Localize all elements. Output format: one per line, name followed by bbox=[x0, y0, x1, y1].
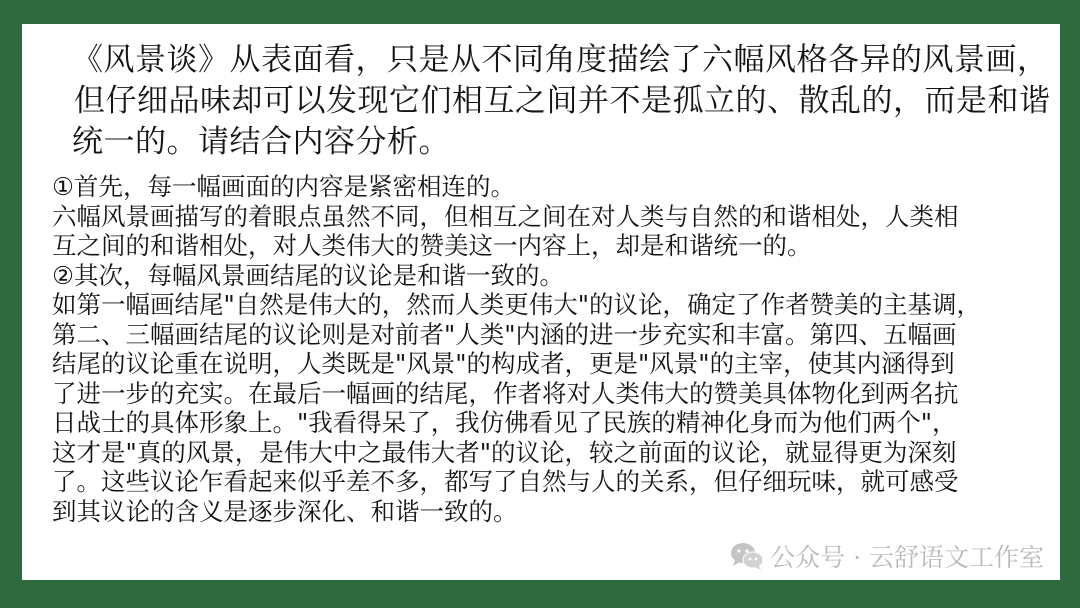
answer-line: ①首先，每一幅画面的内容是紧密相连的。 bbox=[52, 172, 515, 201]
footer-label: 公众号 · 云舒语文工作室 bbox=[770, 543, 1044, 572]
wechat-icon bbox=[730, 541, 764, 571]
answer-line: 第二、三幅画结尾的议论则是对前者"人类"内涵的进一步充实和丰富。第四、五幅画 bbox=[52, 319, 957, 349]
question-line: 统一的。请结合内容分析。 bbox=[72, 124, 450, 160]
footer-watermark bbox=[730, 538, 1044, 574]
slide-panel bbox=[22, 24, 1060, 580]
answer-line: 如第一幅画结尾"自然是伟大的，然而人类更伟大"的议论，确定了作者赞美的主基调， bbox=[52, 290, 982, 319]
question-text bbox=[72, 40, 1052, 163]
question-line: 但仔细品味却可以发现它们相互之间并不是孤立的、散乱的，而是和谐 bbox=[74, 83, 1051, 119]
answer-line: 日战士的具体形象上。"我看得呆了，我仿佛看见了民族的精神化身而为他们两个"， bbox=[52, 408, 957, 437]
answer-line: 结尾的议论重在说明，人类既是"风景"的构成者，更是"风景"的主宰，使其内涵得到 bbox=[52, 349, 955, 378]
answer-line: 这才是"真的风景，是伟大中之最伟大者"的议论，较之前面的议论，就显得更为深刻 bbox=[52, 437, 957, 467]
answer-line: 了进一步的充实。在最后一幅画的结尾，作者将对人类伟大的赞美具体物化到两名抗 bbox=[52, 378, 959, 408]
question-line: 《风景谈》从表面看，只是从不同角度描绘了六幅风格各异的风景画， bbox=[72, 42, 1049, 78]
answer-line: 六幅风景画描写的着眼点虽然不同，但相互之间在对人类与自然的和谐相处，人类相 bbox=[52, 201, 959, 231]
answer-line: ②其次，每幅风景画结尾的议论是和谐一致的。 bbox=[52, 260, 564, 290]
answer-line: 互之间的和谐相处，对人类伟大的赞美这一内容上，却是和谐统一的。 bbox=[52, 231, 812, 260]
answer-line: 到其议论的含义是逐步深化、和谐一致的。 bbox=[52, 496, 518, 526]
answer-text bbox=[52, 172, 1060, 526]
answer-line: 了。这些议论乍看起来似乎差不多，都写了自然与人的关系，但仔细玩味，就可感受 bbox=[52, 467, 959, 496]
